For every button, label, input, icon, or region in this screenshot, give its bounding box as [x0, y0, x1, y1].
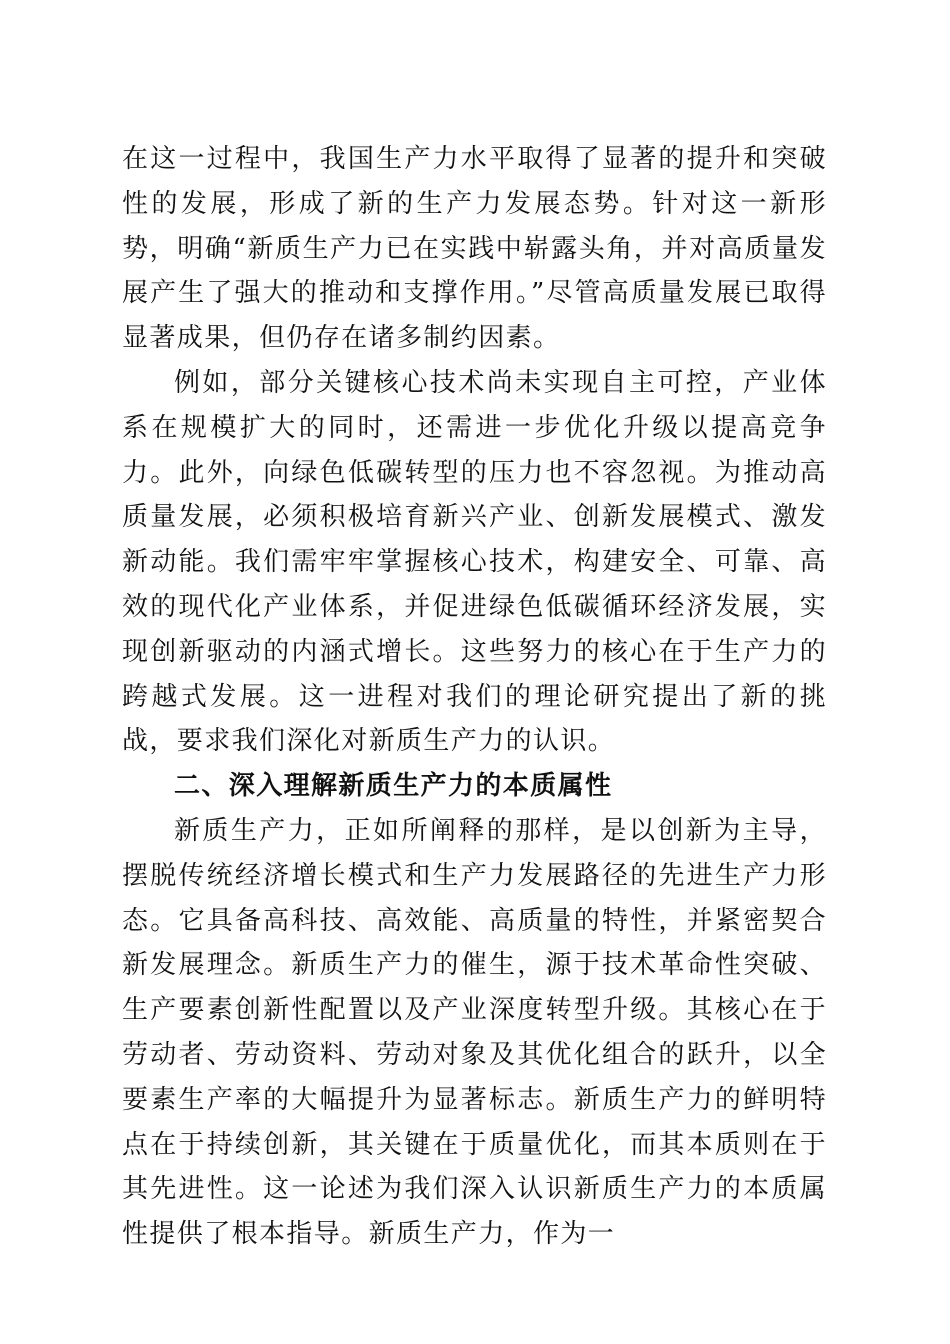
paragraph-2: 例如，部分关键核心技术尚未实现自主可控，产业体系在规模扩大的同时，还需进一步优化升级以提高竞争力。此外，向绿色低碳转型的压力也不容忽视。为推动高质量发展，必须积极培育新兴产业、创新发展模式、激发新动能。我们需牢牢掌握核心技术，构建安全、可靠、高效的现代化产业体系，并促进绿色低碳循环经济发展，实现创新驱动的内涵式增长。这些努力的核心在于生产力的跨越式发展。这一进程对我们的理论研究提出了新的挑战，要求我们深化对新质生产力的认识。	[122, 367, 827, 757]
section-heading: 二、深入理解新质生产力的本质属性	[174, 771, 613, 802]
paragraph-1: 在这一过程中，我国生产力水平取得了显著的提升和突破性的发展，形成了新的生产力发展态势。针对这一新形势，明确“新质生产力已在实践中崭露头角，并对高质量发展产生了强大的推动和支撑作用。”尽管高质量发展已取得显著成果，但仍存在诸多制约因素。	[122, 144, 827, 354]
paragraph-3: 新质生产力，正如所阐释的那样，是以创新为主导，摆脱传统经济增长模式和生产力发展路径的先进生产力形态。它具备高科技、高效能、高质量的特性，并紧密契合新发展理念。新质生产力的催生，源于技术革命性突破、生产要素创新性配置以及产业深度转型升级。其核心在于劳动者、劳动资料、劳动对象及其优化组合的跃升，以全要素生产率的大幅提升为显著标志。新质生产力的鲜明特点在于持续创新，其关键在于质量优化，而其本质则在于其先进性。这一论述为我们深入认识新质生产力的本质属性提供了根本指导。新质生产力，作为一	[122, 815, 827, 1250]
document-body	[122, 137, 827, 1257]
